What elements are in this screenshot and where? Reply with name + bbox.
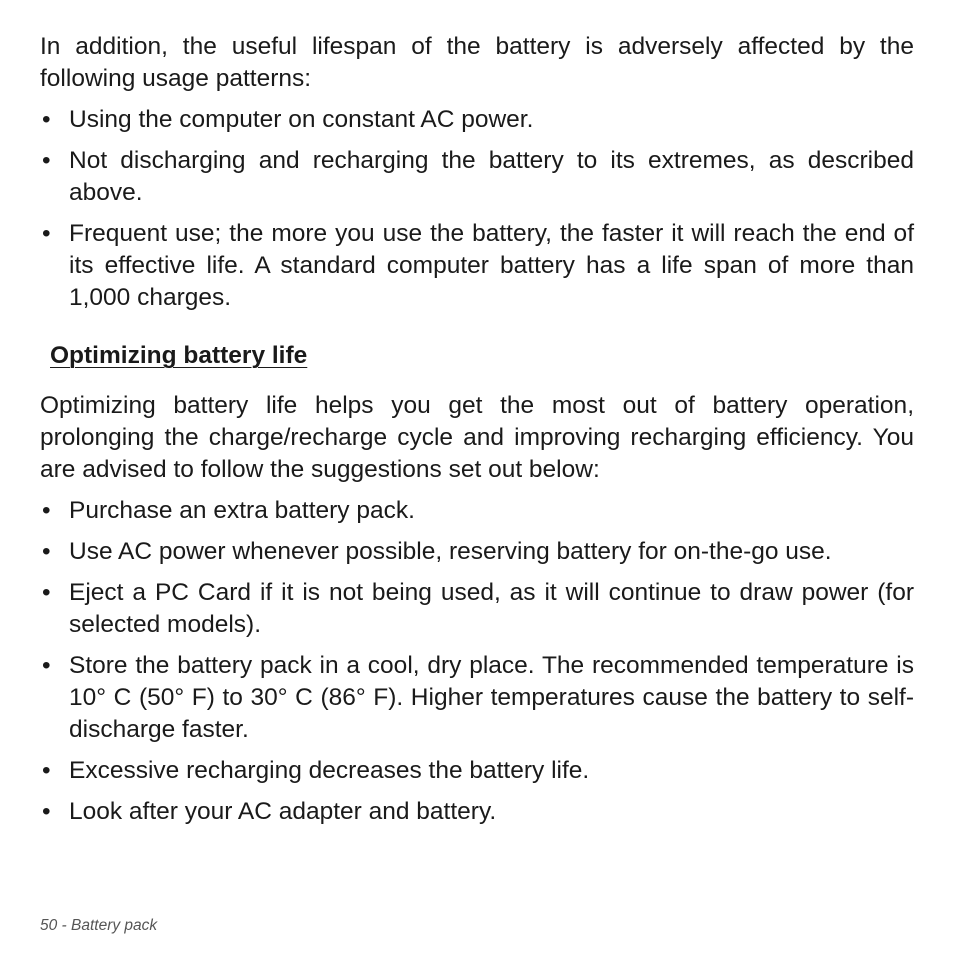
list-item-text: Using the computer on constant AC power. — [69, 106, 534, 133]
usage-patterns-list — [40, 104, 914, 314]
bullet-icon: • — [42, 652, 51, 679]
bullet-icon: • — [42, 579, 51, 606]
list-item-text: Frequent use; the more you use the battery, the faster it will reach the end of its effective life. A standard computer battery has a life span of more than 1,000 charges. — [69, 220, 914, 311]
list-item-text: Not discharging and recharging the battery to its extremes, as described above. — [69, 147, 914, 206]
document-page — [40, 31, 914, 828]
bullet-icon: • — [42, 538, 51, 565]
list-item — [40, 796, 914, 828]
bullet-icon: • — [42, 147, 51, 174]
list-item — [40, 145, 914, 209]
bullet-icon: • — [42, 220, 51, 247]
bullet-icon: • — [42, 798, 51, 825]
list-item-text: Look after your AC adapter and battery. — [69, 798, 497, 825]
list-item-text: Store the battery pack in a cool, dry place. The recommended temperature is 10° C (50° F) to 30° C (86° F). Higher temperatures cause the battery to self-discharge faster. — [69, 652, 914, 743]
list-item-text: Purchase an extra battery pack. — [69, 497, 415, 524]
bullet-icon: • — [42, 757, 51, 784]
section-intro-paragraph: Optimizing battery life helps you get the most out of battery operation, prolonging the charge/recharge cycle and improving recharging efficiency. You are advised to follow the suggestions set out below: — [40, 392, 914, 483]
list-item — [40, 495, 914, 527]
list-item — [40, 536, 914, 568]
list-item — [40, 104, 914, 136]
list-item-text: Eject a PC Card if it is not being used, as it will continue to draw power (for selected models). — [69, 579, 914, 638]
list-item — [40, 650, 914, 746]
list-item-text: Use AC power whenever possible, reserving battery for on-the-go use. — [69, 538, 832, 565]
bullet-icon: • — [42, 106, 51, 133]
suggestions-list — [40, 495, 914, 828]
intro-paragraph: In addition, the useful lifespan of the battery is adversely affected by the following usage patterns: — [40, 33, 914, 92]
section-heading — [40, 340, 914, 372]
list-item — [40, 755, 914, 787]
section-heading-text: Optimizing battery life — [50, 342, 308, 369]
list-item — [40, 577, 914, 641]
bullet-icon: • — [42, 497, 51, 524]
page-footer: 50 - Battery pack — [40, 917, 158, 934]
list-item — [40, 218, 914, 314]
list-item-text: Excessive recharging decreases the battery life. — [69, 757, 590, 784]
